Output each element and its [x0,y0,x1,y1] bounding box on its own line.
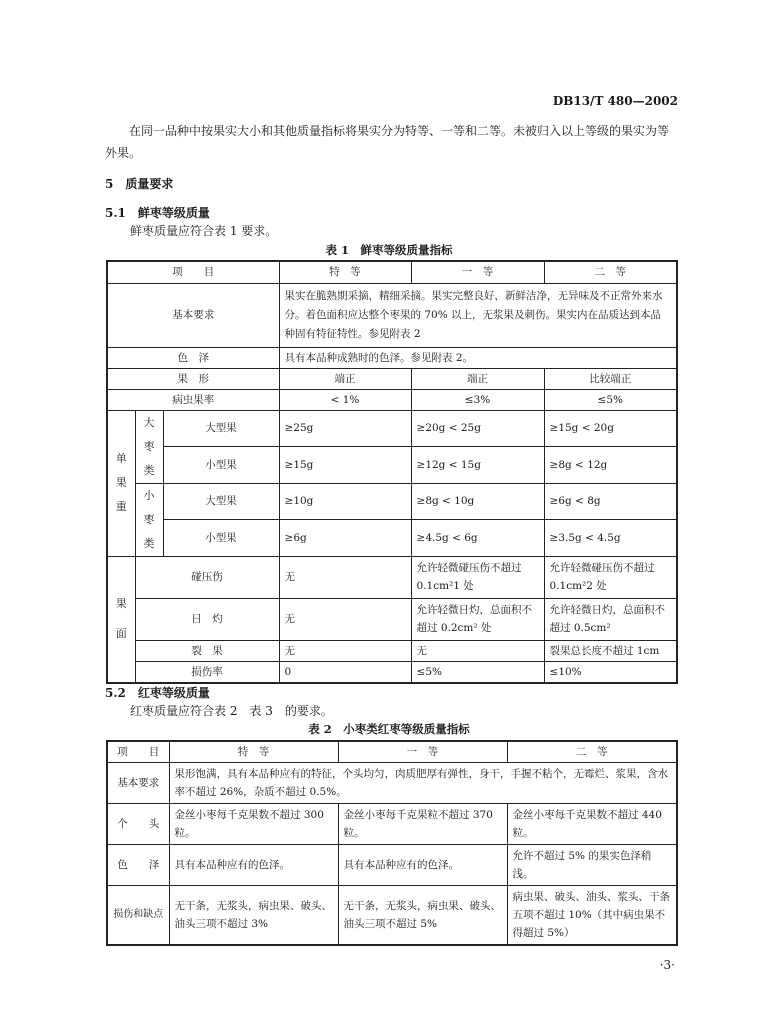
header-first: 一 等 [411,261,544,283]
header-item: 项 目 [107,261,279,283]
damage-rate-label: 损伤率 [135,661,279,683]
table2-caption: 表 2 小枣类红枣等级质量指标 [308,722,470,736]
cell: 无 [411,640,544,661]
table-2 [106,740,678,946]
table-1 [106,260,678,684]
cell: ≥4.5g < 6g [411,520,544,557]
small-type-label: 小枣类 [135,483,163,556]
header-special: 特 等 [169,741,338,763]
cell: ≥15g [279,447,411,484]
table-row [107,483,677,520]
single-weight-label: 单果重 [107,410,135,556]
table-row [107,283,677,347]
cell: ≤5% [411,661,544,683]
section-5-heading: 5 质量要求 [105,177,174,191]
section-5-1-heading: 5.1 鲜枣等级质量 [105,206,210,220]
section-5-2-heading: 5.2 红枣等级质量 [105,686,210,700]
cell: 具有本品种应有的色泽。 [169,845,338,886]
cell: 无干条，无浆头，病虫果、破头、油头三项不超过 5% [338,886,507,946]
header-second: 二 等 [544,261,677,283]
color-text: 具有本品种成熟时的色泽。参见附表 2。 [279,347,677,368]
cell: 比较端正 [544,368,677,389]
table-row [107,640,677,661]
cell: ≤5% [544,389,677,410]
cell: ≥6g [279,520,411,557]
table-row [107,368,677,389]
cell: 金丝小枣每千克果数不超过 440 粒。 [507,804,677,845]
table-row [107,410,677,447]
cell: 无干条，无浆头，病虫果、破头、油头三项不超过 3% [169,886,338,946]
table1-caption: 表 1 鲜枣等级质量指标 [325,243,453,257]
pest-rate-label: 病虫果率 [107,389,279,410]
small-fruit-label: 小型果 [163,520,279,557]
table-row [107,661,677,683]
cell: 无 [279,556,411,598]
header-item: 项 目 [107,741,169,763]
cell: ≥15g < 20g [544,410,677,447]
cell: 允许不超过 5% 的果实色泽稍浅。 [507,845,677,886]
table-row [107,347,677,368]
color-label: 色 泽 [107,845,169,886]
surface-label: 果面 [107,556,135,683]
table-row [107,447,677,484]
intro-paragraph: 在同一品种中按果实大小和其他质量指标将果实分为特等、一等和二等。未被归入以上等级的果实为等外果。 [105,124,670,160]
basic-requirement-text: 果形饱满，具有本品种应有的特征，个头均匀，肉质肥厚有弹性，身干，手握不粘个，无霉烂、浆果，含水率不超过 26%，杂质不超过 0.5%。 [169,763,677,804]
table-row [107,804,677,845]
cell: 具有本品种应有的色泽。 [338,845,507,886]
cell: ≥10g [279,483,411,520]
shape-label: 果 形 [107,368,279,389]
cell: 病虫果、破头、油头、浆头、干条五项不超过 10%（其中病虫果不得超过 5%） [507,886,677,946]
crack-label: 裂 果 [135,640,279,661]
cell: 金丝小枣每千克果粒不超过 370 粒。 [338,804,507,845]
defects-label: 损伤和缺点 [107,886,169,946]
big-fruit-label: 大型果 [163,483,279,520]
cell: < 1% [279,389,411,410]
table-row [107,741,677,763]
cell: ≥8g < 12g [544,447,677,484]
table-row [107,520,677,557]
cell: ≥6g < 8g [544,483,677,520]
page-number: ·3· [659,958,675,972]
bruise-label: 碰压伤 [135,556,279,598]
size-label: 个 头 [107,804,169,845]
cell: 允许轻微碰压伤不超过 0.1cm²2 处 [544,556,677,598]
cell: 端正 [411,368,544,389]
basic-requirement-label: 基本要求 [107,283,279,347]
cell: ≤3% [411,389,544,410]
cell: 裂果总长度不超过 1cm [544,640,677,661]
document-number: DB13/T 480—2002 [552,94,678,108]
header-first: 一 等 [338,741,507,763]
cell: 金丝小枣每千克果数不超过 300 粒。 [169,804,338,845]
cell: ≥20g < 25g [411,410,544,447]
cell: ≥8g < 10g [411,483,544,520]
cell: 0 [279,661,411,683]
cell: 无 [279,640,411,661]
color-label: 色 泽 [107,347,279,368]
cell: 无 [279,598,411,640]
table-row [107,598,677,640]
big-fruit-label: 大型果 [163,410,279,447]
cell: 允许轻微日灼，总面积不超过 0.5cm² [544,598,677,640]
basic-requirement-label: 基本要求 [107,763,169,804]
section-5-2-text: 红枣质量应符合表 2 表 3 的要求。 [130,704,333,718]
sunburn-label: 日 灼 [135,598,279,640]
cell: ≥3.5g < 4.5g [544,520,677,557]
table-row [107,261,677,283]
header-special: 特 等 [279,261,411,283]
cell: 允许轻微碰压伤不超过 0.1cm²1 处 [411,556,544,598]
cell: ≥12g < 15g [411,447,544,484]
cell: ≤10% [544,661,677,683]
cell: ≥25g [279,410,411,447]
table-row [107,886,677,946]
table-row [107,845,677,886]
table-row [107,556,677,598]
basic-requirement-text: 果实在脆熟期采摘，精细采摘。果实完整良好，新鲜洁净，无异味及不正常外来水分。着色面积应达整个枣果的 70% 以上，无浆果及刺伤。果实内在品质达到本品种固有特征特性。参见附表 2 [279,283,677,347]
large-type-label: 大枣类 [135,410,163,483]
cell: 允许轻微日灼，总面积不超过 0.2cm² 处 [411,598,544,640]
header-second: 二 等 [507,741,677,763]
cell: 端正 [279,368,411,389]
table-row [107,389,677,410]
table-row [107,763,677,804]
small-fruit-label: 小型果 [163,447,279,484]
section-5-1-text: 鲜枣质量应符合表 1 要求。 [130,224,278,238]
